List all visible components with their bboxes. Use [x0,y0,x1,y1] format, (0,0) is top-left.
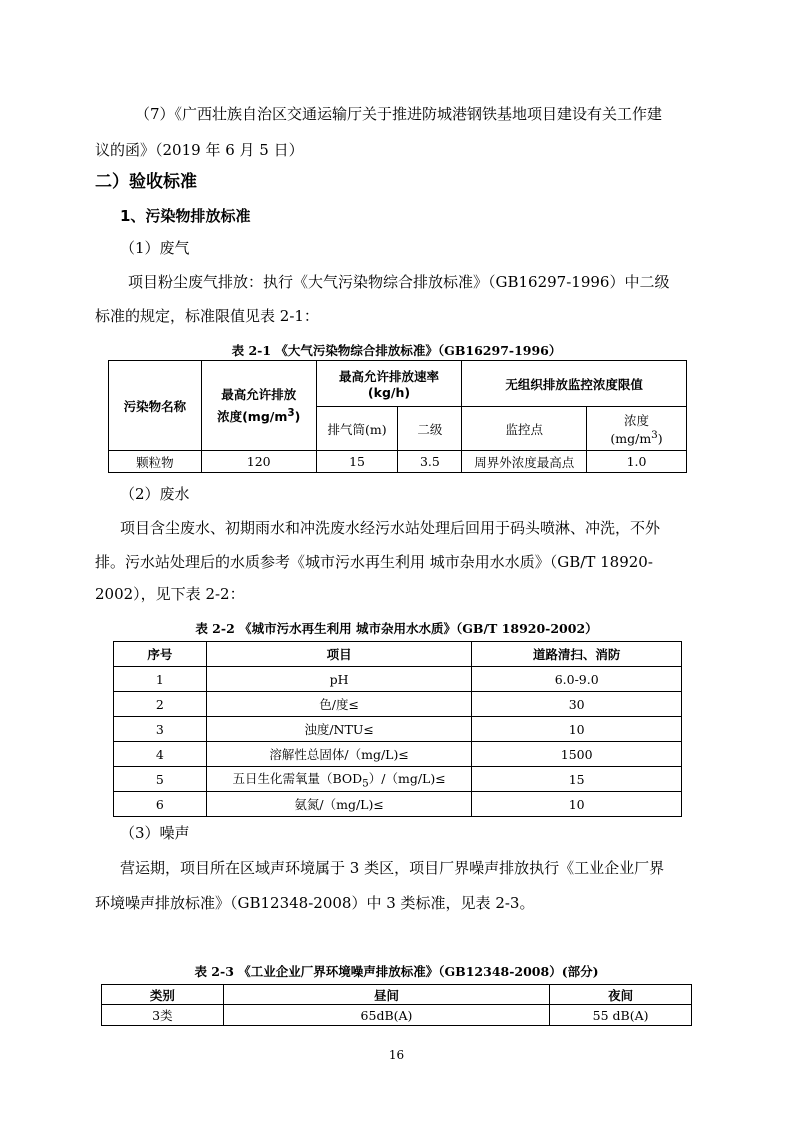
t3-header-day: 昼间 [223,985,549,1005]
t2-row3-item: 浊度/NTU≤ [206,717,472,742]
t1-header-max-rate-line1: 最高允许排放速率 [339,369,440,384]
table-2-1 [108,360,687,473]
noise-heading: （3）噪声 [120,824,190,842]
t2-row5-item-sub: 5 [362,777,369,790]
t2-row1-item: pH [206,667,472,692]
t1-header-pollutant: 污染物名称 [109,361,202,451]
water-paragraph-line3: 2002），见下表 2-2： [95,585,245,603]
t1-subheader-conc-line1: 浓度 [624,412,650,428]
gas-paragraph-line2: 标准的规定，标准限值见表 2-1： [95,307,319,325]
t2-row6-value: 10 [472,792,682,817]
table2-caption: 表 2-2 《城市污水再生利用 城市杂用水水质》（GB/T 18920-2002） [195,621,598,636]
page-number: 16 [388,1048,405,1062]
t3-cell-category: 3类 [102,1005,224,1026]
t1-subheader-conc-line2 [587,429,686,446]
t1-cell-pollutant: 颗粒物 [109,451,202,473]
t1-subheader-conc-unit: (mg/m [610,431,652,447]
t1-subheader-conc-close: ) [657,431,663,447]
t1-subheader-conc-superscript: 3 [651,428,658,441]
t3-cell-night: 55 dB(A) [550,1005,692,1026]
table-row [114,692,682,717]
t2-row5-item-post: ）/（mg/L)≤ [368,770,446,786]
gas-paragraph-line1: 项目粉尘废气排放：执行《大气污染物综合排放标准》（GB16297-1996）中二级 [128,273,670,291]
t1-header-max-conc [201,361,316,451]
t2-row5-item-pre: 五日生化需氧量（BOD [232,770,363,786]
t1-cell-stack: 15 [316,451,398,473]
t2-row3-no: 3 [114,717,207,742]
t3-cell-day: 65dB(A) [223,1005,549,1026]
t2-header-item: 项目 [206,642,472,667]
t2-row2-value: 30 [472,692,682,717]
t2-row6-no: 6 [114,792,207,817]
t3-header-category: 类别 [102,985,224,1005]
paragraph-item7-line1: （7）《广西壮族自治区交通运输厅关于推进防城港钢铁基地项目建设有关工作建 [135,105,663,123]
t1-header-max-conc-unit: 浓度(mg/m [217,409,288,425]
t1-cell-conc: 1.0 [587,451,687,473]
t1-subheader-conc [587,407,687,451]
water-paragraph-line1: 项目含尘废水、初期雨水和冲洗废水经污水站处理后回用于码头喷淋、冲洗，不外 [120,519,661,537]
t2-row1-no: 1 [114,667,207,692]
t2-row5-no: 5 [114,767,207,792]
waste-gas-heading: （1）废气 [120,239,190,257]
table-2-2 [113,641,682,817]
t2-header-no: 序号 [114,642,207,667]
t1-header-unorganized: 无组织排放监控浓度限值 [462,361,687,407]
t1-cell-max-conc: 120 [201,451,316,473]
waste-water-heading: （2）废水 [120,485,190,503]
noise-paragraph-line2: 环境噪声排放标准》（GB12348-2008）中 3 类标准，见表 2-3。 [95,894,535,912]
t2-row6-item: 氨氮/（mg/L)≤ [206,792,472,817]
t2-row5-item [206,767,472,792]
t1-header-max-conc-superscript: 3 [287,407,295,420]
t2-header-value: 道路清扫、消防 [472,642,682,667]
t2-row2-no: 2 [114,692,207,717]
t1-header-max-rate-line2: (kg/h) [367,385,411,400]
table-row [114,717,682,742]
table-row [102,1005,692,1026]
table-row [114,667,682,692]
t1-header-max-rate [316,361,462,407]
t2-row4-no: 4 [114,742,207,767]
t1-cell-monitor: 周界外浓度最高点 [462,451,587,473]
t2-row4-item: 溶解性总固体/（mg/L)≤ [206,742,472,767]
paragraph-item7-line2: 议的函》（2019 年 6 月 5 日） [95,141,304,159]
t1-header-max-conc-line2 [202,407,316,425]
table-row [114,792,682,817]
table3-caption: 表 2-3 《工业企业厂界环境噪声排放标准》（GB12348-2008）(部分) [194,964,599,979]
table1-caption: 表 2-1 《大气污染物综合排放标准》（GB16297-1996） [231,343,562,358]
table-row [114,742,682,767]
table-2-3 [101,984,692,1026]
t2-row5-value: 15 [472,767,682,792]
subheading-pollutant-standards: 1、污染物排放标准 [120,207,251,225]
t1-cell-level2: 3.5 [398,451,462,473]
table-row [114,767,682,792]
t3-header-night: 夜间 [550,985,692,1005]
t1-header-max-conc-line1: 最高允许排放 [221,387,297,403]
t2-row4-value: 1500 [472,742,682,767]
t1-subheader-stack: 排气筒(m) [316,407,398,451]
t2-row3-value: 10 [472,717,682,742]
section-heading: 二）验收标准 [95,172,197,192]
t1-subheader-monitor: 监控点 [462,407,587,451]
t1-header-max-conc-close: ) [294,409,301,425]
t1-subheader-level2: 二级 [398,407,462,451]
noise-paragraph-line1: 营运期，项目所在区域声环境属于 3 类区，项目厂界噪声排放执行《工业企业厂界 [120,859,665,877]
t2-row2-item: 色/度≤ [206,692,472,717]
water-paragraph-line2: 排。污水站处理后的水质参考《城市污水再生利用 城市杂用水水质》（GB/T 18920- [95,553,653,571]
t2-row1-value: 6.0-9.0 [472,667,682,692]
